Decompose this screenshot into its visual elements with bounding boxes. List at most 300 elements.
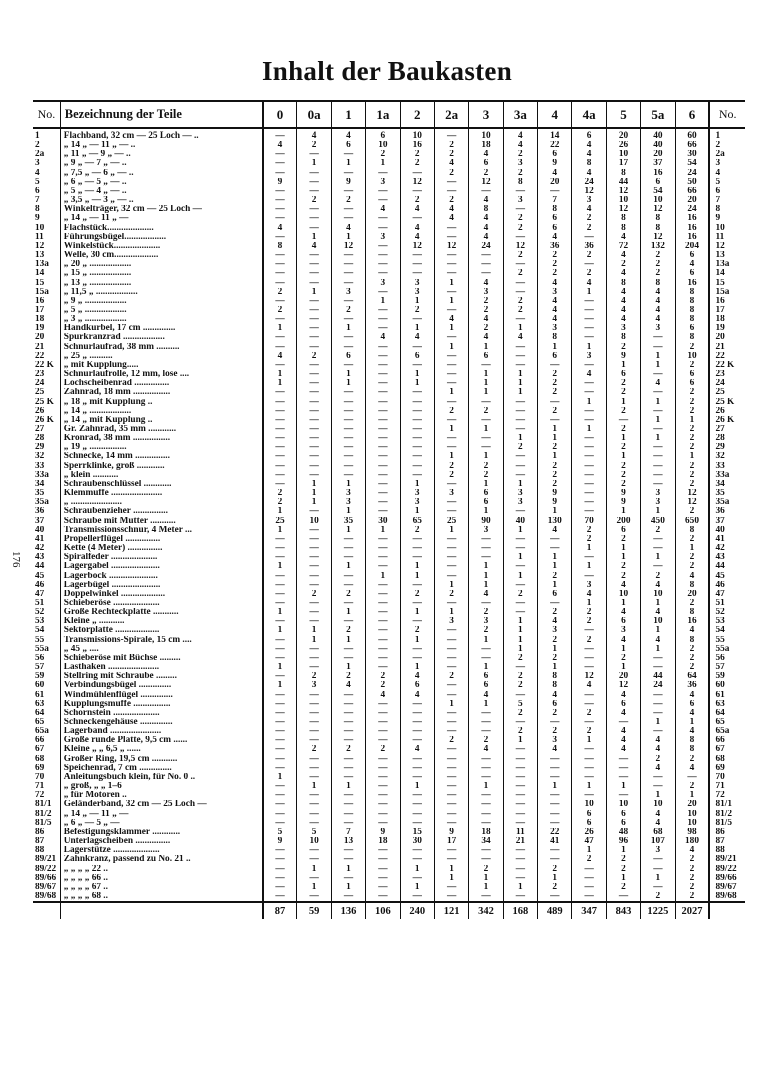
quantity-cell: 2 [538,709,572,718]
quantity-cell: 12 [469,178,503,187]
table-row [33,279,745,288]
table-row [33,553,745,562]
quantity-cell: — [503,874,537,883]
quantity-cell: — [572,718,606,727]
quantity-cell: — [572,333,606,342]
quantity-cell: — [503,892,537,902]
quantity-cell: 4 [400,233,434,242]
quantity-cell: 2 [297,590,331,599]
part-number-right: 41 [709,535,745,544]
quantity-cell: — [641,709,675,718]
quantity-cell: 1 [469,480,503,489]
part-name: Lagerbock ..................... [60,572,262,581]
table-row [33,782,745,791]
quantity-cell: — [366,288,400,297]
quantity-cell: 2 [331,745,365,754]
part-number-right: 43 [709,553,745,562]
quantity-cell: 2 [538,462,572,471]
quantity-cell: — [331,874,365,883]
quantity-cell: — [331,434,365,443]
quantity-cell: — [641,654,675,663]
table-row [33,343,745,352]
quantity-cell: 1 [400,883,434,892]
quantity-cell: — [331,773,365,782]
quantity-cell: — [297,764,331,773]
quantity-cell: — [366,462,400,471]
quantity-cell: 2 [572,214,606,223]
quantity-cell: 3 [503,159,537,168]
quantity-cell: 2 [331,306,365,315]
part-number: 27 [35,425,45,434]
quantity-cell: 20 [538,178,572,187]
quantity-cell: 1 [434,324,468,333]
part-name: Windmühlenflügel .............. [60,691,262,700]
quantity-cell: 66 [675,187,709,196]
part-number-right: 33a [709,471,745,480]
quantity-cell: 132 [641,242,675,251]
part-number: 28 [35,434,45,444]
quantity-cell: — [331,892,365,902]
part-number-right: 56 [709,654,745,663]
quantity-cell: — [400,416,434,425]
quantity-cell: — [572,407,606,416]
quantity-cell: — [400,544,434,553]
table-row [33,462,745,471]
quantity-cell: — [400,214,434,223]
table-row [33,471,745,480]
quantity-cell: 22 [538,828,572,837]
quantity-cell: — [297,150,331,159]
quantity-cell: — [400,791,434,800]
quantity-cell: 1 [469,883,503,892]
quantity-cell: 2 [675,663,709,672]
quantity-cell: 1 [400,663,434,672]
quantity-cell: 1 [400,507,434,516]
quantity-cell: 6 [606,617,640,626]
quantity-cell: — [366,709,400,718]
quantity-cell: 2 [675,443,709,452]
table-row [33,251,745,260]
part-number: 59 [35,672,45,682]
quantity-cell: 2 [675,398,709,407]
part-number: 8 [35,205,40,215]
quantity-cell: 6 [538,700,572,709]
quantity-cell: 3 [572,196,606,205]
part-number-right: 23 [709,370,745,379]
quantity-cell: — [434,681,468,690]
quantity-cell: — [400,553,434,562]
quantity-cell: 2 [538,370,572,379]
quantity-cell: 2 [503,297,537,306]
table-row [33,517,745,526]
quantity-cell: — [434,128,468,141]
part-name: „ 19 „ ................ [60,443,262,452]
quantity-cell: 1 [675,791,709,800]
quantity-cell: 30 [400,837,434,846]
quantity-cell: 1 [503,645,537,654]
part-number: 89/68 [35,891,57,901]
quantity-cell: 130 [538,517,572,526]
quantity-cell: 6 [469,159,503,168]
quantity-cell: 1 [434,425,468,434]
quantity-cell: — [503,352,537,361]
quantity-cell: 1 [434,865,468,874]
quantity-cell: — [297,370,331,379]
quantity-cell: 1 [641,718,675,727]
quantity-cell: 1 [503,370,537,379]
part-name: Spiralfeder .................... [60,553,262,562]
quantity-cell: 1 [434,297,468,306]
quantity-cell: 2 [297,196,331,205]
quantity-cell: 14 [538,128,572,141]
quantity-cell: 35 [331,517,365,526]
quantity-cell: 70 [572,517,606,526]
quantity-cell: — [297,398,331,407]
part-number: 15a [35,287,49,297]
quantity-cell: 8 [641,214,675,223]
quantity-cell: 1 [469,874,503,883]
total-cell: 1225 [641,902,675,919]
quantity-cell: 20 [675,800,709,809]
quantity-cell: 1 [675,544,709,553]
quantity-cell: — [434,288,468,297]
part-number-right: 81/5 [709,819,745,828]
table-row [33,205,745,214]
part-number-right: 55a [709,645,745,654]
quantity-cell: 10 [641,590,675,599]
quantity-cell: — [297,800,331,809]
quantity-cell: — [469,654,503,663]
part-number: 60 [35,681,45,691]
quantity-cell: 2 [434,169,468,178]
quantity-cell: — [297,443,331,452]
quantity-cell: 6 [366,128,400,141]
quantity-cell: — [606,892,640,902]
quantity-cell: — [297,572,331,581]
quantity-cell: — [538,755,572,764]
part-number-right: 35a [709,498,745,507]
quantity-cell: 4 [366,691,400,700]
quantity-cell: — [572,233,606,242]
quantity-cell: 2 [331,626,365,635]
part-number-right: 65 [709,718,745,727]
part-number: 63 [35,699,45,709]
quantity-cell: — [297,846,331,855]
quantity-cell: — [572,297,606,306]
quantity-cell: — [331,269,365,278]
quantity-cell: 2 [400,150,434,159]
part-number-right: 70 [709,773,745,782]
quantity-cell: — [366,343,400,352]
table-row [33,700,745,709]
table-row [33,315,745,324]
quantity-cell: — [366,169,400,178]
quantity-cell: — [400,251,434,260]
quantity-cell: — [263,791,297,800]
table-row [33,855,745,864]
part-number-right: 29 [709,443,745,452]
quantity-cell: — [366,810,400,819]
quantity-cell: — [572,315,606,324]
part-number-right: 15 [709,279,745,288]
table-row [33,169,745,178]
quantity-cell: — [400,260,434,269]
quantity-cell: 2 [538,251,572,260]
quantity-cell: — [641,727,675,736]
quantity-cell: — [366,773,400,782]
quantity-cell: — [538,535,572,544]
parts-table-container [33,100,745,919]
quantity-cell: 1 [400,370,434,379]
quantity-cell: 2 [606,379,640,388]
part-number-right: 53 [709,617,745,626]
part-name: „ „ „ „ 68 .. [60,892,262,902]
quantity-cell: 1 [297,883,331,892]
quantity-cell: — [331,407,365,416]
quantity-cell: 2 [503,214,537,223]
quantity-cell: 3 [331,498,365,507]
part-name: Schnecke, 14 mm ............... [60,452,262,461]
quantity-cell: 1 [331,370,365,379]
quantity-cell: 2 [675,407,709,416]
quantity-cell: 2 [675,361,709,370]
quantity-cell: 8 [606,224,640,233]
quantity-cell: — [366,718,400,727]
quantity-cell: — [297,544,331,553]
quantity-cell: 4 [675,846,709,855]
quantity-cell: — [538,846,572,855]
quantity-cell: 4 [538,745,572,754]
part-name: Sperrklinke, groß ............ [60,462,262,471]
quantity-cell: — [366,196,400,205]
quantity-cell: — [400,443,434,452]
quantity-cell: 4 [606,251,640,260]
part-name: Stellring mit Schraube ......... [60,672,262,681]
quantity-cell: 3 [469,288,503,297]
quantity-cell: 2 [263,489,297,498]
part-name: „ 5 „ .................. [60,306,262,315]
quantity-cell: — [263,315,297,324]
quantity-cell: — [366,388,400,397]
quantity-cell: — [503,608,537,617]
table-row [33,398,745,407]
quantity-cell: 12 [641,233,675,242]
part-number: 69 [35,763,45,773]
quantity-cell: 10 [400,128,434,141]
quantity-cell: — [366,443,400,452]
quantity-cell: — [572,452,606,461]
quantity-cell: — [331,471,365,480]
quantity-cell: — [400,892,434,902]
quantity-cell: — [572,306,606,315]
quantity-cell: — [400,599,434,608]
quantity-cell: — [572,379,606,388]
part-number-right: 55 [709,636,745,645]
quantity-cell: 3 [434,617,468,626]
quantity-cell: 3 [366,279,400,288]
quantity-cell: — [503,764,537,773]
part-number: 89/66 [35,873,57,883]
quantity-cell: 1 [641,434,675,443]
quantity-cell: — [366,379,400,388]
quantity-cell: 1 [366,297,400,306]
quantity-cell: 1 [469,581,503,590]
quantity-cell: 1 [297,626,331,635]
quantity-cell: — [641,773,675,782]
table-row [33,141,745,150]
quantity-cell: 1 [641,599,675,608]
quantity-cell: 1 [606,553,640,562]
quantity-cell: — [641,480,675,489]
quantity-cell: 10 [606,150,640,159]
quantity-cell: — [641,700,675,709]
quantity-cell: — [572,691,606,700]
quantity-cell: 8 [675,333,709,342]
quantity-cell: — [469,269,503,278]
quantity-cell: 2 [538,379,572,388]
quantity-cell: 1 [572,425,606,434]
part-name: „ 3,5 „ — 3 „ — .. [60,196,262,205]
part-number: 47 [35,589,45,599]
quantity-cell: 9 [606,498,640,507]
quantity-cell: 4 [469,745,503,754]
quantity-cell: 8 [606,214,640,223]
quantity-cell: — [434,663,468,672]
quantity-cell: 1 [469,379,503,388]
quantity-cell: — [263,333,297,342]
part-number-right: 47 [709,590,745,599]
table-row [33,159,745,168]
quantity-cell: 9 [263,837,297,846]
quantity-cell: — [572,507,606,516]
quantity-cell: 1 [331,480,365,489]
quantity-cell: 2 [641,251,675,260]
part-name: „ 9 „ .................. [60,297,262,306]
quantity-cell: — [434,855,468,864]
quantity-cell: 2 [400,306,434,315]
quantity-cell: 3 [400,288,434,297]
quantity-cell: — [366,434,400,443]
part-number: 68 [35,754,45,764]
quantity-cell: — [538,361,572,370]
quantity-cell: 3 [538,288,572,297]
quantity-cell: — [641,452,675,461]
quantity-cell: — [572,663,606,672]
quantity-cell: — [331,599,365,608]
quantity-cell: 25 [263,517,297,526]
quantity-cell: 3 [606,324,640,333]
quantity-cell: — [297,462,331,471]
quantity-cell: 4 [641,736,675,745]
quantity-cell: — [366,599,400,608]
quantity-cell: — [263,617,297,626]
quantity-cell: — [400,645,434,654]
quantity-cell: 4 [641,810,675,819]
part-name: Handkurbel, 17 cm .............. [60,324,262,333]
quantity-cell: 2 [469,608,503,617]
quantity-cell: 12 [675,489,709,498]
quantity-cell: 4 [400,205,434,214]
quantity-cell: — [503,663,537,672]
quantity-cell: 2 [538,608,572,617]
quantity-cell: — [366,791,400,800]
quantity-cell: 3 [538,736,572,745]
quantity-cell: 2 [675,562,709,571]
part-name: Große Rechteckplatte ........... [60,608,262,617]
quantity-cell: — [469,727,503,736]
quantity-cell: 4 [606,581,640,590]
quantity-cell: 1 [263,626,297,635]
quantity-cell: — [469,535,503,544]
quantity-cell: 1 [572,782,606,791]
part-number: 44 [35,562,45,572]
quantity-cell: — [297,855,331,864]
quantity-cell: 10 [297,517,331,526]
quantity-cell: 12 [400,178,434,187]
quantity-cell: 1 [503,636,537,645]
quantity-cell: 1 [331,159,365,168]
part-number-right: 10 [709,224,745,233]
part-number: 42 [35,544,45,554]
part-number-right: 64 [709,709,745,718]
quantity-cell: — [400,709,434,718]
quantity-cell: 1 [263,324,297,333]
quantity-cell: 4 [641,581,675,590]
quantity-cell: — [400,810,434,819]
quantity-cell: 18 [366,837,400,846]
quantity-cell: 8 [538,205,572,214]
total-cell: 240 [400,902,434,919]
quantity-cell: 1 [503,388,537,397]
quantity-cell: 1 [538,507,572,516]
quantity-cell: — [400,581,434,590]
totals-no-cell [33,902,60,919]
table-row [33,572,745,581]
quantity-cell: — [572,388,606,397]
quantity-cell: 1 [606,874,640,883]
quantity-cell: 8 [675,315,709,324]
quantity-cell: — [366,224,400,233]
header-no: No. [33,101,60,128]
quantity-cell: — [366,626,400,635]
quantity-cell: — [400,361,434,370]
table-row [33,535,745,544]
part-name: Spurkranzrad .................. [60,333,262,342]
quantity-cell: — [297,718,331,727]
quantity-cell: — [297,388,331,397]
quantity-cell: 2 [297,352,331,361]
quantity-cell: 1 [297,480,331,489]
quantity-cell: 4 [641,764,675,773]
table-row [33,242,745,251]
quantity-cell: — [641,425,675,434]
quantity-cell: 1 [503,379,537,388]
part-number-right: 21 [709,343,745,352]
quantity-cell: 6 [606,700,640,709]
part-name: „ 3 „ .................. [60,315,262,324]
part-number: 41 [35,534,45,544]
table-row [33,645,745,654]
quantity-cell: 2 [675,553,709,562]
quantity-cell: 16 [675,233,709,242]
part-name: „ mit Kupplung..... [60,361,262,370]
part-name: Kleine „ ........... [60,617,262,626]
quantity-cell: 1 [572,343,606,352]
part-number-right: 18 [709,315,745,324]
quantity-cell: — [263,846,297,855]
quantity-cell: — [469,251,503,260]
part-number-right: 52 [709,608,745,617]
